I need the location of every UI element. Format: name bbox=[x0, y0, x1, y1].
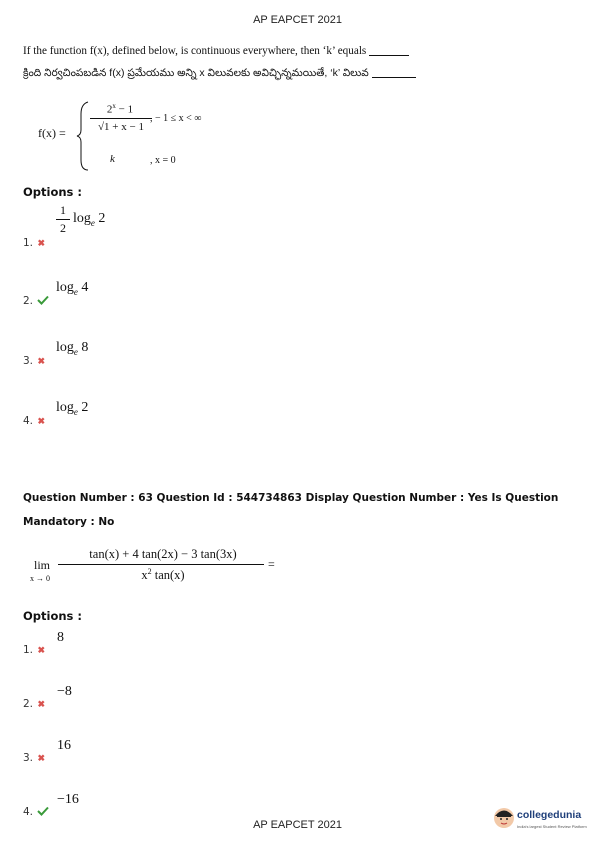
limit-expression bbox=[30, 546, 290, 590]
lim-subscript: x → 0 bbox=[30, 574, 50, 583]
cross-icon: ✖ bbox=[37, 753, 46, 763]
page-footer: AP EAPCET 2021 bbox=[253, 819, 342, 831]
equals-sign: = bbox=[268, 557, 275, 571]
cross-icon: ✖ bbox=[37, 416, 46, 426]
q63-option-1-value: 8 bbox=[57, 630, 64, 645]
fraction-bar bbox=[90, 118, 152, 119]
cross-icon: ✖ bbox=[37, 356, 46, 366]
case1-condition: , − 1 ≤ x < ∞ bbox=[150, 113, 202, 124]
question-text-telugu bbox=[23, 66, 416, 82]
question-text-te: క్రింది నిర్వచింపబడిన f(x) ప్రమేయము అన్ని x విలువలకు అవిచ్ఛిన్నమయితే, ‘k’ విలువ bbox=[23, 67, 369, 79]
cross-icon: ✖ bbox=[37, 238, 46, 248]
option-4-marker bbox=[23, 411, 45, 429]
options-label-q63: Options : bbox=[23, 609, 82, 623]
question-text-english bbox=[23, 44, 409, 57]
frac-den: 2 bbox=[60, 221, 66, 235]
option-number: 2. bbox=[23, 295, 34, 307]
q63-option-1-marker bbox=[23, 640, 45, 658]
piecewise-function bbox=[38, 98, 298, 178]
q63-option-3-marker bbox=[23, 748, 45, 766]
option-2-marker bbox=[23, 291, 49, 309]
options-label: Options : bbox=[23, 185, 82, 199]
frac-num: 1 bbox=[60, 203, 66, 217]
case2-expr: k bbox=[110, 153, 115, 165]
log-expr: $\log_e 2$ bbox=[73, 211, 106, 228]
logo-tagline: India's largest Student Review Platform bbox=[517, 824, 587, 829]
logo-wordmark: collegedunia bbox=[517, 809, 582, 821]
case1-numerator bbox=[90, 102, 150, 116]
option-number: 1. bbox=[23, 644, 34, 656]
cross-icon: ✖ bbox=[37, 699, 46, 709]
frac-bar bbox=[56, 219, 70, 220]
check-icon bbox=[37, 806, 49, 816]
option-number: 2. bbox=[23, 698, 34, 710]
case2-condition: , x = 0 bbox=[150, 155, 176, 166]
option-1-value bbox=[56, 203, 136, 243]
q63-option-2-marker bbox=[23, 694, 45, 712]
option-3-marker bbox=[23, 351, 45, 369]
cross-icon: ✖ bbox=[37, 645, 46, 655]
left-brace bbox=[76, 100, 90, 172]
logo-mascot-icon bbox=[493, 807, 515, 829]
question-meta-line2: Mandatory : No bbox=[23, 516, 115, 528]
num-base: 2 bbox=[106, 103, 113, 116]
collegedunia-logo bbox=[493, 805, 593, 835]
check-icon bbox=[37, 295, 49, 305]
q63-option-3-value: 16 bbox=[57, 738, 71, 753]
limit-numerator: tan(x) + 4 tan(2x) − 3 tan(3x) bbox=[89, 547, 237, 561]
option-number: 3. bbox=[23, 355, 34, 367]
question-meta-line1: Question Number : 63 Question Id : 544734863 Display Question Number : Yes Is Question bbox=[23, 492, 559, 504]
function-lhs: f(x) = bbox=[38, 126, 66, 140]
q63-option-2-value: −8 bbox=[57, 684, 72, 699]
option-2-value: $\log_e 4$ bbox=[56, 280, 89, 297]
option-1-marker bbox=[23, 233, 45, 251]
option-number: 3. bbox=[23, 752, 34, 764]
option-number: 4. bbox=[23, 415, 34, 427]
lim-label: lim bbox=[34, 558, 51, 572]
num-exponent: x bbox=[112, 102, 116, 110]
case1-denominator: √1 + x − 1 bbox=[98, 121, 144, 133]
limit-denominator: $x^2$ tan(x) bbox=[141, 567, 185, 583]
question-text: If the function f(x), defined below, is continuous everywhere, then ‘k’ equals bbox=[23, 45, 367, 57]
num-rest: − 1 bbox=[115, 103, 134, 116]
option-4-value: $\log_e 2$ bbox=[56, 400, 89, 417]
limit-fraction-bar bbox=[58, 564, 264, 565]
option-3-value: $\log_e 8$ bbox=[56, 340, 89, 357]
answer-blank bbox=[369, 44, 409, 56]
q63-option-4-marker bbox=[23, 802, 49, 820]
q63-option-4-value: −16 bbox=[57, 792, 79, 807]
option-number: 4. bbox=[23, 806, 34, 818]
answer-blank-te bbox=[372, 66, 416, 78]
page-header: AP EAPCET 2021 bbox=[253, 14, 342, 26]
option-number: 1. bbox=[23, 237, 34, 249]
